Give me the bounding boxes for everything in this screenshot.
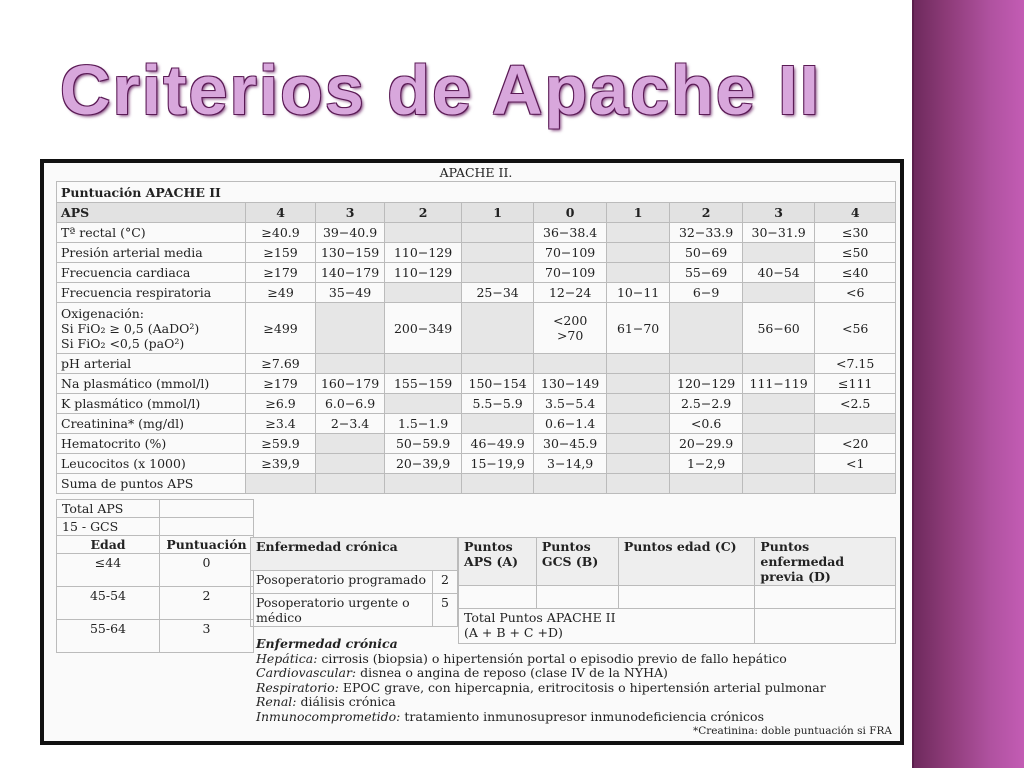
total-apache-formula: (A + B + C +D)	[464, 625, 563, 640]
value-cell: 35−49	[315, 283, 384, 303]
note-text: disnea o angina de reposo (clase IV de la NYHA)	[356, 665, 668, 680]
value-cell: ≤111	[815, 374, 896, 394]
apache-table-inner	[44, 163, 900, 741]
header-cell: 1	[461, 203, 534, 223]
value-cell: 12−24	[534, 283, 607, 303]
table-caption: APACHE II.	[439, 164, 513, 180]
note-term: Hepática:	[256, 650, 318, 666]
value-cell: 20−29.9	[670, 434, 743, 454]
value-cell	[742, 354, 815, 374]
value-cell	[742, 454, 815, 474]
table-row	[57, 394, 896, 414]
value-cell: 20−39,9	[385, 454, 462, 474]
value-cell: 200−349	[385, 303, 462, 354]
value-cell	[606, 414, 669, 434]
points-value	[536, 586, 618, 609]
value-cell: 2.5−2.9	[670, 394, 743, 414]
value-cell: ≥179	[246, 263, 315, 283]
value-cell: ≥49	[246, 283, 315, 303]
value-cell	[742, 414, 815, 434]
value-cell	[606, 434, 669, 454]
table-row	[57, 587, 254, 620]
gcs-label: 15 - GCS	[57, 518, 160, 536]
value-cell: ≥40.9	[246, 223, 315, 243]
value-cell: 111−119	[742, 374, 815, 394]
note-line	[256, 710, 888, 725]
total-aps-value	[160, 500, 254, 518]
points-value	[755, 586, 896, 609]
table-header-row	[57, 536, 254, 554]
note-line	[256, 652, 888, 667]
value-cell	[670, 303, 743, 354]
points-value	[459, 586, 537, 609]
value-cell	[315, 354, 384, 374]
header-cell: Puntos APS (A)	[459, 538, 537, 586]
header-cell: 4	[815, 203, 896, 223]
note-text: diálisis crónica	[296, 694, 396, 709]
table-row	[57, 434, 896, 454]
value-cell	[742, 474, 815, 494]
value-cell: 32−33.9	[670, 223, 743, 243]
value-cell: 15−19,9	[461, 454, 534, 474]
table-row	[57, 374, 896, 394]
value-cell	[315, 454, 384, 474]
value-cell: 140−179	[315, 263, 384, 283]
value-cell: 130−159	[315, 243, 384, 263]
value-cell	[461, 354, 534, 374]
value-cell	[606, 243, 669, 263]
value-cell: 70−109	[534, 243, 607, 263]
total-aps-label: Total APS	[57, 500, 160, 518]
value-cell: <7.15	[815, 354, 896, 374]
value-cell	[815, 474, 896, 494]
value-cell: ≤50	[815, 243, 896, 263]
table-row	[57, 263, 896, 283]
page-title: Criterios de Apache II	[60, 51, 822, 129]
table-row	[57, 554, 254, 587]
chronic-points: 2	[433, 571, 458, 594]
chronic-condition: Posoperatorio urgente o médico	[251, 594, 433, 627]
parameter-cell: Creatinina* (mg/dl)	[57, 414, 246, 434]
value-cell	[742, 243, 815, 263]
age-range: 55-64	[57, 620, 160, 653]
value-cell	[534, 354, 607, 374]
value-cell: 120−129	[670, 374, 743, 394]
age-score-table	[56, 499, 254, 653]
table-row	[57, 223, 896, 243]
parameter-cell: pH arterial	[57, 354, 246, 374]
creatinine-footnote: *Creatinina: doble puntuación si FRA	[692, 725, 892, 737]
value-cell	[315, 474, 384, 494]
value-cell	[742, 434, 815, 454]
value-cell: 110−129	[385, 263, 462, 283]
header-cell: APS	[57, 203, 246, 223]
value-cell: 1.5−1.9	[385, 414, 462, 434]
section-title-row	[57, 182, 896, 203]
value-cell	[534, 474, 607, 494]
value-cell: <1	[815, 454, 896, 474]
table-header-row	[251, 538, 458, 571]
parameter-cell: Oxigenación: Si FiO₂ ≥ 0,5 (AaDO²) Si FiO₂ <0,5 (paO²)	[57, 303, 246, 354]
note-line	[256, 695, 888, 710]
header-cell: 3	[742, 203, 815, 223]
value-cell	[670, 354, 743, 374]
value-cell: 2−3.4	[315, 414, 384, 434]
value-cell: 25−34	[461, 283, 534, 303]
value-cell: ≥59.9	[246, 434, 315, 454]
value-cell	[606, 374, 669, 394]
note-line	[256, 666, 888, 681]
value-cell: 1−2,9	[670, 454, 743, 474]
gcs-value	[160, 518, 254, 536]
header-cell: 0	[534, 203, 607, 223]
table-row	[57, 500, 254, 518]
notes-title: Enfermedad crónica	[256, 636, 398, 651]
value-cell: ≥39,9	[246, 454, 315, 474]
value-cell	[606, 454, 669, 474]
value-cell: 50−69	[670, 243, 743, 263]
note-term: Cardiovascular:	[256, 665, 357, 680]
value-cell: 30−31.9	[742, 223, 815, 243]
table-row	[57, 243, 896, 263]
value-cell: 5.5−5.9	[461, 394, 534, 414]
header-cell: Puntos edad (C)	[618, 538, 755, 586]
value-cell: 155−159	[385, 374, 462, 394]
parameter-cell: Hematocrito (%)	[57, 434, 246, 454]
table-row	[57, 454, 896, 474]
total-apache-label: Total Puntos APACHE II	[464, 610, 616, 625]
table-row	[57, 518, 254, 536]
value-cell: <20	[815, 434, 896, 454]
header-cell: Puntuación	[160, 536, 254, 554]
value-cell: 3−14,9	[534, 454, 607, 474]
parameter-cell: Frecuencia respiratoria	[57, 283, 246, 303]
table-row	[251, 571, 458, 594]
table-row	[57, 303, 896, 354]
value-cell: 160−179	[315, 374, 384, 394]
note-line	[256, 681, 888, 696]
value-cell	[606, 394, 669, 414]
table-header-row	[57, 203, 896, 223]
value-cell	[385, 223, 462, 243]
chronic-disease-notes	[256, 637, 888, 724]
header-cell: 2	[385, 203, 462, 223]
apache-scoring-table	[56, 163, 896, 494]
value-cell: 46−49.9	[461, 434, 534, 454]
header-cell: Enfermedad crónica	[251, 538, 458, 571]
parameter-cell: Suma de puntos APS	[57, 474, 246, 494]
value-cell	[670, 474, 743, 494]
age-points: 3	[160, 620, 254, 653]
header-cell: Edad	[57, 536, 160, 554]
value-cell	[461, 474, 534, 494]
value-cell: 70−109	[534, 263, 607, 283]
value-cell: <200 >70	[534, 303, 607, 354]
value-cell: ≤30	[815, 223, 896, 243]
value-cell	[385, 283, 462, 303]
parameter-cell: Na plasmático (mmol/l)	[57, 374, 246, 394]
value-cell: 6−9	[670, 283, 743, 303]
header-cell: 4	[246, 203, 315, 223]
side-band-divider	[912, 0, 914, 768]
value-cell	[461, 303, 534, 354]
parameter-cell: K plasmático (mmol/l)	[57, 394, 246, 414]
table-row	[57, 354, 896, 374]
value-cell	[742, 283, 815, 303]
parameter-cell: Tª rectal (°C)	[57, 223, 246, 243]
value-cell: 3.5−5.4	[534, 394, 607, 414]
note-term: Respiratorio:	[256, 679, 339, 695]
table-row	[57, 414, 896, 434]
age-range: ≤44	[57, 554, 160, 587]
note-text: tratamiento inmunosupresor inmunodeficiencia crónicos	[400, 708, 764, 724]
value-cell: 110−129	[385, 243, 462, 263]
note-text: EPOC grave, con hipercapnia, eritrocitosis o hipertensión arterial pulmonar	[338, 679, 826, 695]
value-cell	[461, 414, 534, 434]
value-cell: 50−59.9	[385, 434, 462, 454]
table-row	[57, 283, 896, 303]
note-term: Inmunocomprometido:	[256, 708, 401, 724]
value-cell: ≥159	[246, 243, 315, 263]
points-value	[618, 586, 755, 609]
table-row	[251, 594, 458, 627]
header-cell: 2	[670, 203, 743, 223]
value-cell: <0.6	[670, 414, 743, 434]
value-cell	[461, 243, 534, 263]
value-cell: 6.0−6.9	[315, 394, 384, 414]
table-caption-row	[57, 163, 896, 182]
parameter-cell: Frecuencia cardiaca	[57, 263, 246, 283]
age-points: 2	[160, 587, 254, 620]
header-cell: Puntos enfermedad previa (D)	[755, 538, 896, 586]
value-cell	[606, 223, 669, 243]
value-cell	[385, 354, 462, 374]
parameter-cell: Presión arterial media	[57, 243, 246, 263]
value-cell: ≥179	[246, 374, 315, 394]
note-text: cirrosis (biopsia) o hipertensión portal o episodio previo de fallo hepático	[317, 650, 787, 666]
value-cell: 10−11	[606, 283, 669, 303]
value-cell: 36−38.4	[534, 223, 607, 243]
value-cell: 56−60	[742, 303, 815, 354]
age-points: 0	[160, 554, 254, 587]
value-cell: 150−154	[461, 374, 534, 394]
value-cell: 61−70	[606, 303, 669, 354]
value-cell: <2.5	[815, 394, 896, 414]
value-cell	[385, 394, 462, 414]
value-cell	[815, 414, 896, 434]
value-cell: 40−54	[742, 263, 815, 283]
value-cell	[606, 263, 669, 283]
value-cell	[461, 263, 534, 283]
value-cell	[742, 394, 815, 414]
value-cell: ≥3.4	[246, 414, 315, 434]
value-cell: <6	[815, 283, 896, 303]
value-cell	[315, 434, 384, 454]
header-cell: 3	[315, 203, 384, 223]
value-cell	[315, 303, 384, 354]
decorative-side-band	[914, 0, 1024, 768]
header-cell: 1	[606, 203, 669, 223]
value-cell: 0.6−1.4	[534, 414, 607, 434]
chronic-disease-table	[250, 537, 458, 627]
value-cell	[606, 354, 669, 374]
value-cell	[385, 474, 462, 494]
value-cell: 55−69	[670, 263, 743, 283]
value-cell: 39−40.9	[315, 223, 384, 243]
value-cell	[246, 474, 315, 494]
points-summary-table	[458, 537, 896, 644]
value-cell: 130−149	[534, 374, 607, 394]
table-row	[57, 620, 254, 653]
value-cell	[606, 474, 669, 494]
parameter-cell: Leucocitos (x 1000)	[57, 454, 246, 474]
chronic-condition: Posoperatorio programado	[251, 571, 433, 594]
value-cell: ≤40	[815, 263, 896, 283]
value-cell: 30−45.9	[534, 434, 607, 454]
chronic-points: 5	[433, 594, 458, 627]
table-header-row	[459, 538, 896, 586]
value-cell: ≥6.9	[246, 394, 315, 414]
table-row	[459, 586, 896, 609]
header-cell: Puntos GCS (B)	[536, 538, 618, 586]
value-cell	[461, 223, 534, 243]
note-term: Renal:	[256, 694, 297, 709]
value-cell: ≥7.69	[246, 354, 315, 374]
section-title: Puntuación APACHE II	[57, 182, 896, 203]
apache-table-figure	[40, 159, 904, 745]
value-cell: ≥499	[246, 303, 315, 354]
table-row	[57, 474, 896, 494]
age-range: 45-54	[57, 587, 160, 620]
value-cell: <56	[815, 303, 896, 354]
